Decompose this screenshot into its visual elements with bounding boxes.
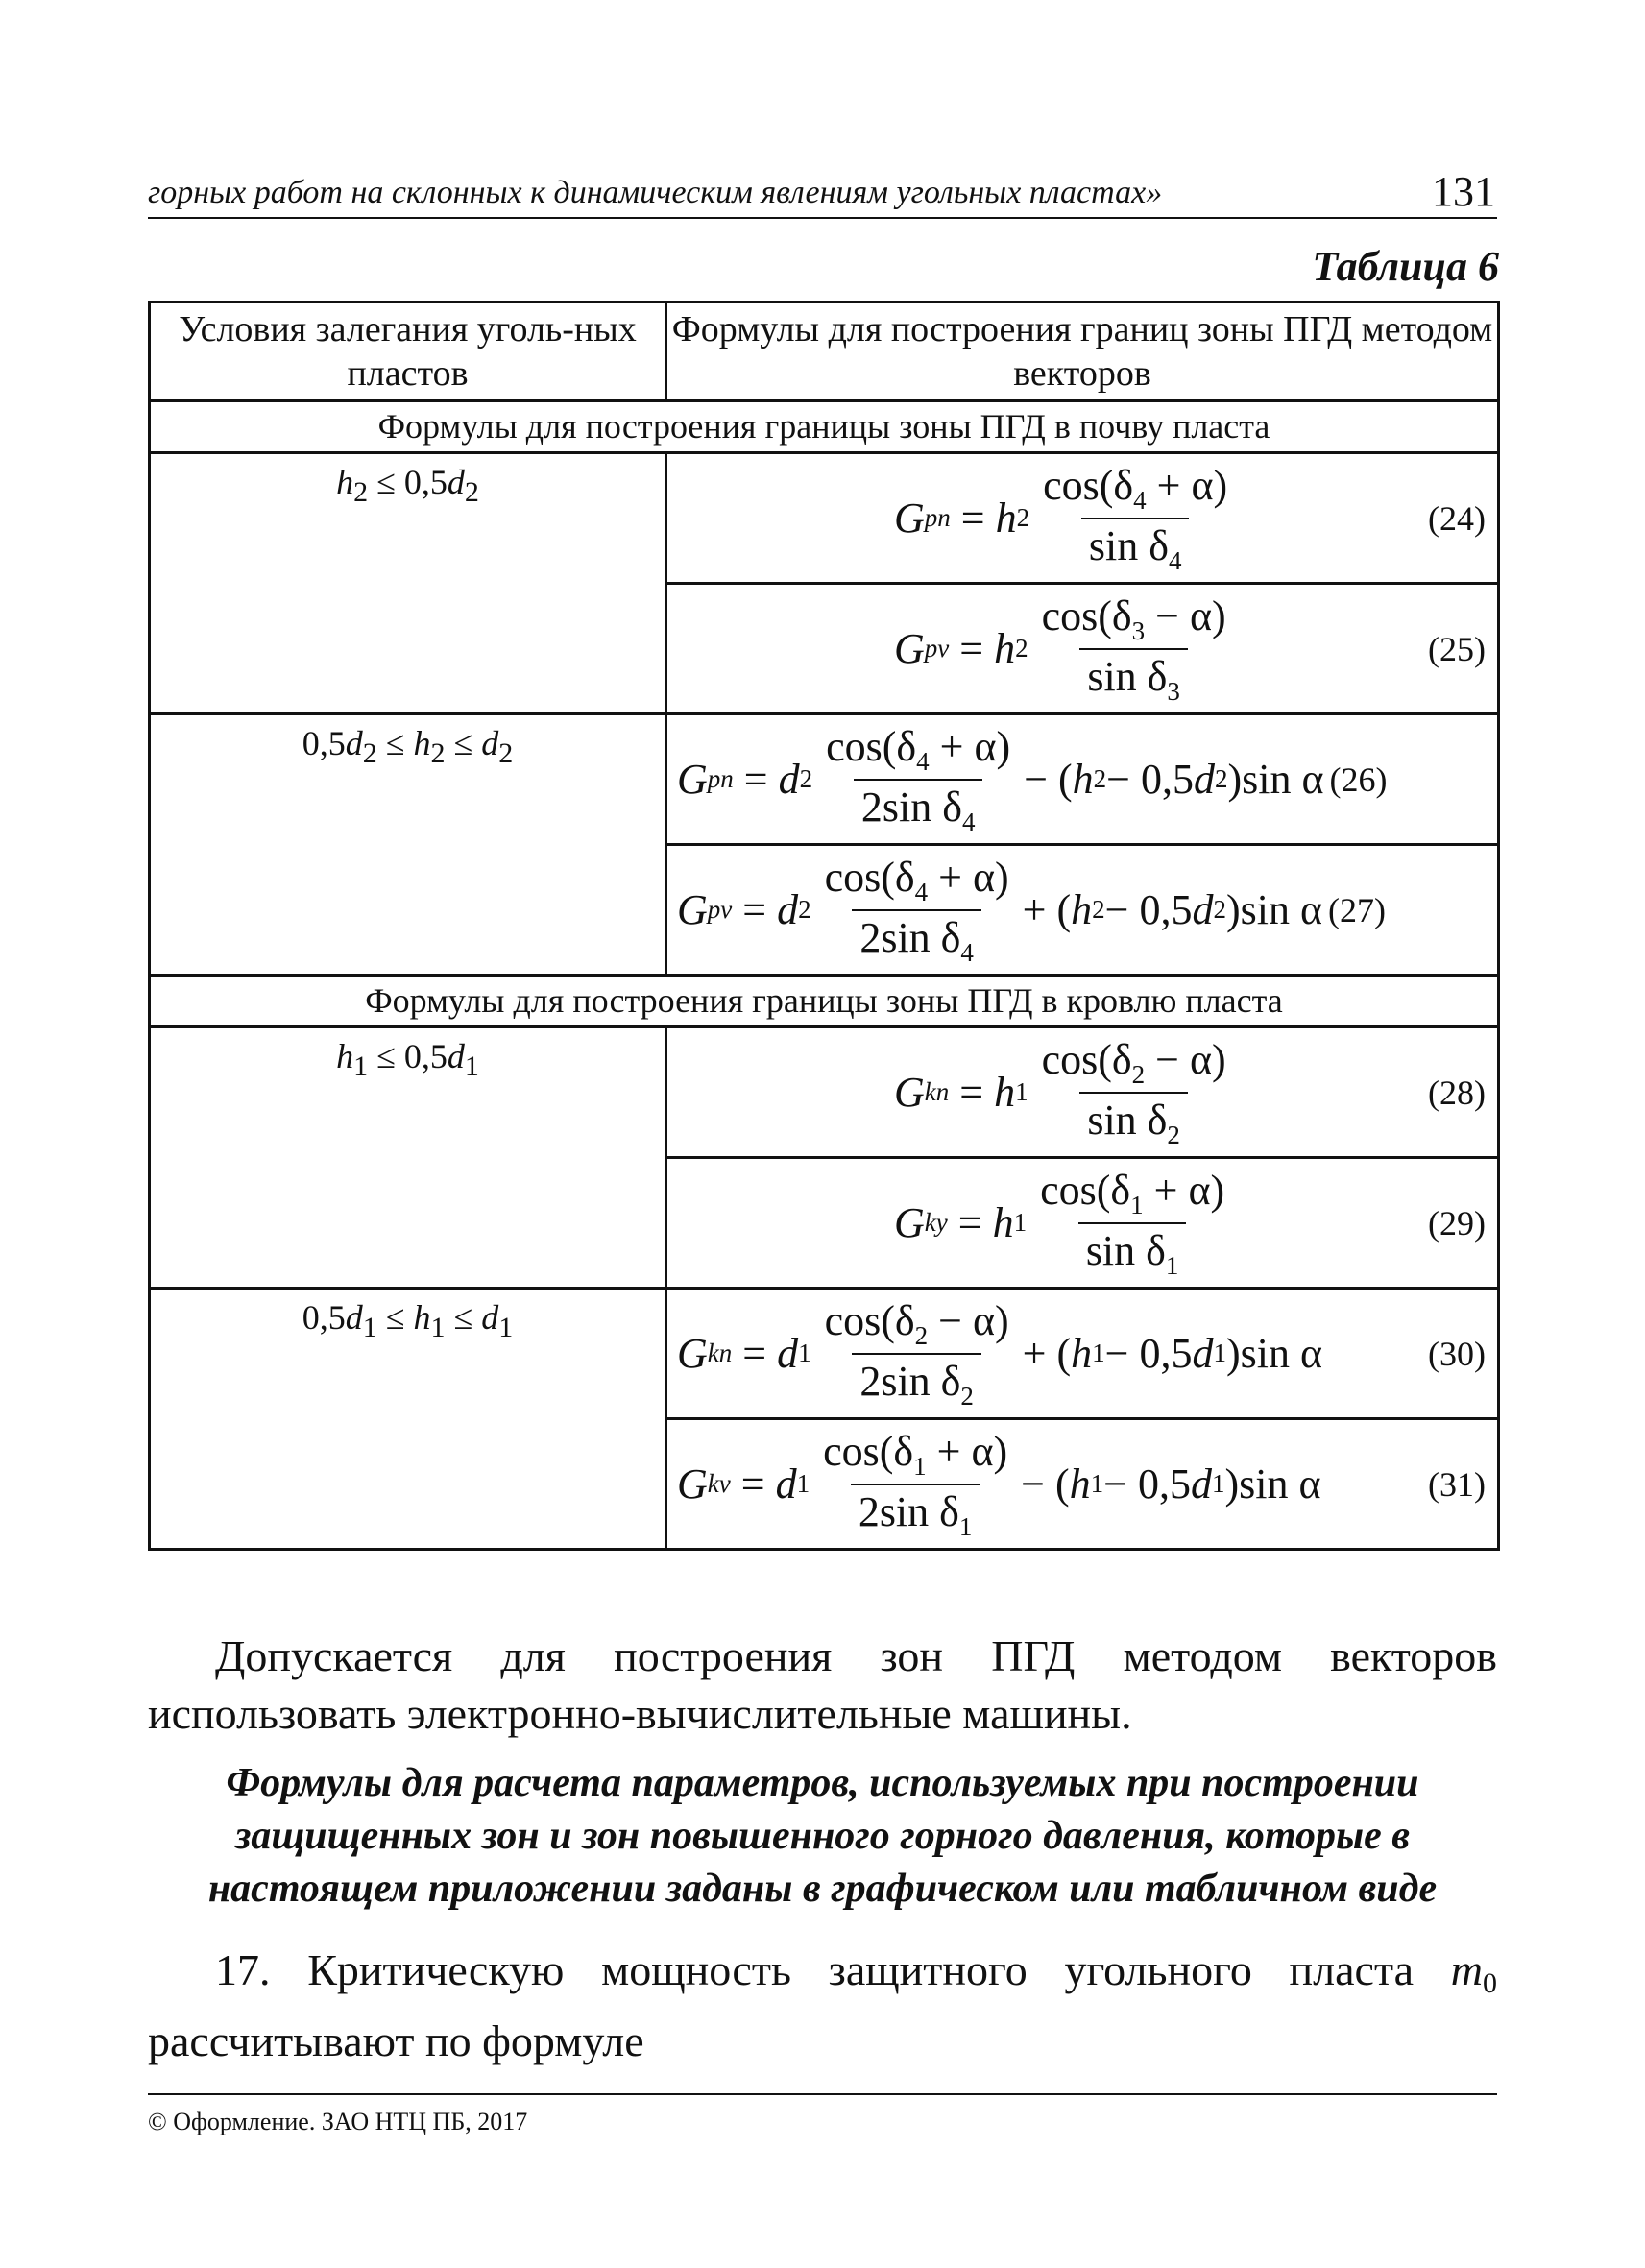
formula-31: G kv = d 1 $\frac{\cos(\delta_1 + \alpha)}{2\sin \delta_1}$ − ( h 1 − 0,5 d 1 )sin α <box>677 1427 1321 1541</box>
formula-30: G kn = d 1 $\frac{\cos(\delta_2 - \alpha)}{2\sin \delta_2}$ + ( h 1 − 0,5 d 1 )sin α <box>677 1296 1323 1411</box>
equation-number: (24) <box>1428 498 1486 538</box>
condition-h1-le-half-d1: $h_1 \le 0,5d_1$ <box>150 1027 666 1289</box>
table-row <box>150 453 1499 584</box>
p2-text-before: 17. Критическую мощность защитного угольного пласта <box>215 1945 1451 1994</box>
formula-cell-29 <box>666 1158 1499 1289</box>
p2-variable: m <box>1450 1945 1483 1994</box>
paragraph-critical-thickness <box>148 1942 1497 2070</box>
table-row <box>150 1289 1499 1419</box>
table-caption: Таблица 6 <box>1312 243 1499 290</box>
section-row-roof <box>150 976 1499 1027</box>
formula-25: G pv = h 2 $\frac{\cos(\delta_3 - \alpha)}{\sin \delta_3}$ <box>894 591 1226 706</box>
section-title-roof: Формулы для построения границы зоны ПГД в кровлю пласта <box>150 976 1499 1027</box>
equation-number: (30) <box>1428 1334 1486 1373</box>
table-row <box>150 714 1499 845</box>
footer-rule <box>148 2093 1497 2095</box>
table-header-row <box>150 302 1499 401</box>
header-rule <box>148 217 1497 219</box>
equation-number: (28) <box>1428 1073 1486 1112</box>
page-number: 131 <box>1432 168 1495 215</box>
formulas-table <box>148 301 1500 1551</box>
condition-h1-between: $0,5d_1 \le h_1 \le d_1$ <box>150 1289 666 1550</box>
table-row <box>150 1027 1499 1158</box>
p2-text-after: рассчитывают по формуле <box>148 2016 644 2065</box>
formula-cell-28 <box>666 1027 1499 1158</box>
equation-number: (27) <box>1328 890 1387 929</box>
formula-cell-24 <box>666 453 1499 584</box>
formula-27: G pv = d 2 $\frac{\cos(\delta_4 + \alpha)}{2\sin \delta_4}$ + ( h 2 − 0,5 d 2 )sin α (27) <box>677 853 1387 967</box>
running-header-title: горных работ на склонных к динамическим явлениям угольных пластах» <box>148 175 1163 210</box>
equation-number: (26) <box>1329 760 1388 799</box>
formula-cell-30 <box>666 1289 1499 1419</box>
equation-number: (29) <box>1428 1203 1486 1243</box>
formula-cell-26 <box>666 714 1499 845</box>
formula-24: G pn = h 2 $\frac{\cos(\delta_4 + \alpha)}{\sin \delta_4}$ <box>894 461 1228 575</box>
p2-subscript: 0 <box>1483 1967 1497 1999</box>
column-header-conditions: Условия залегания уголь-ных пластов <box>150 302 666 401</box>
equation-number: (31) <box>1428 1464 1486 1504</box>
running-header <box>148 168 1497 219</box>
formula-28: G kn = h 1 $\frac{\cos(\delta_2 - \alpha)}{\sin \delta_2}$ <box>894 1035 1226 1149</box>
section-row-floor <box>150 401 1499 453</box>
formula-cell-31 <box>666 1419 1499 1550</box>
condition-h2-between: $0,5d_2 \le h_2 \le d_2$ <box>150 714 666 976</box>
formula-cell-27 <box>666 845 1499 976</box>
formula-cell-25 <box>666 584 1499 714</box>
paragraph-computers: Допускается для построения зон ПГД методом векторов использовать электронно-вычислительные машины. <box>148 1631 1497 1738</box>
section-heading-italic: Формулы для расчета параметров, используемых при построении защищенных зон и зон повышенного горного давления, которые в настоящем приложении заданы в графическом или табличном виде <box>207 1761 1438 1911</box>
formula-26: G pn = d 2 $\frac{\cos(\delta_4 + \alpha)}{2\sin \delta_4}$ − ( h 2 − 0,5 d 2 )sin α (26) <box>677 722 1388 836</box>
equation-number: (25) <box>1428 629 1486 668</box>
condition-h2-le-half-d2: $h_2 \le 0,5d_2$ <box>150 453 666 714</box>
formula-29: G ky = h 1 $\frac{\cos(\delta_1 + \alpha)}{\sin \delta_1}$ <box>894 1166 1225 1280</box>
footer-copyright: © Оформление. ЗАО НТЦ ПБ, 2017 <box>148 2108 528 2135</box>
column-header-formulas: Формулы для построения границ зоны ПГД методом векторов <box>666 302 1499 401</box>
section-title-floor: Формулы для построения границы зоны ПГД в почву пласта <box>150 401 1499 453</box>
